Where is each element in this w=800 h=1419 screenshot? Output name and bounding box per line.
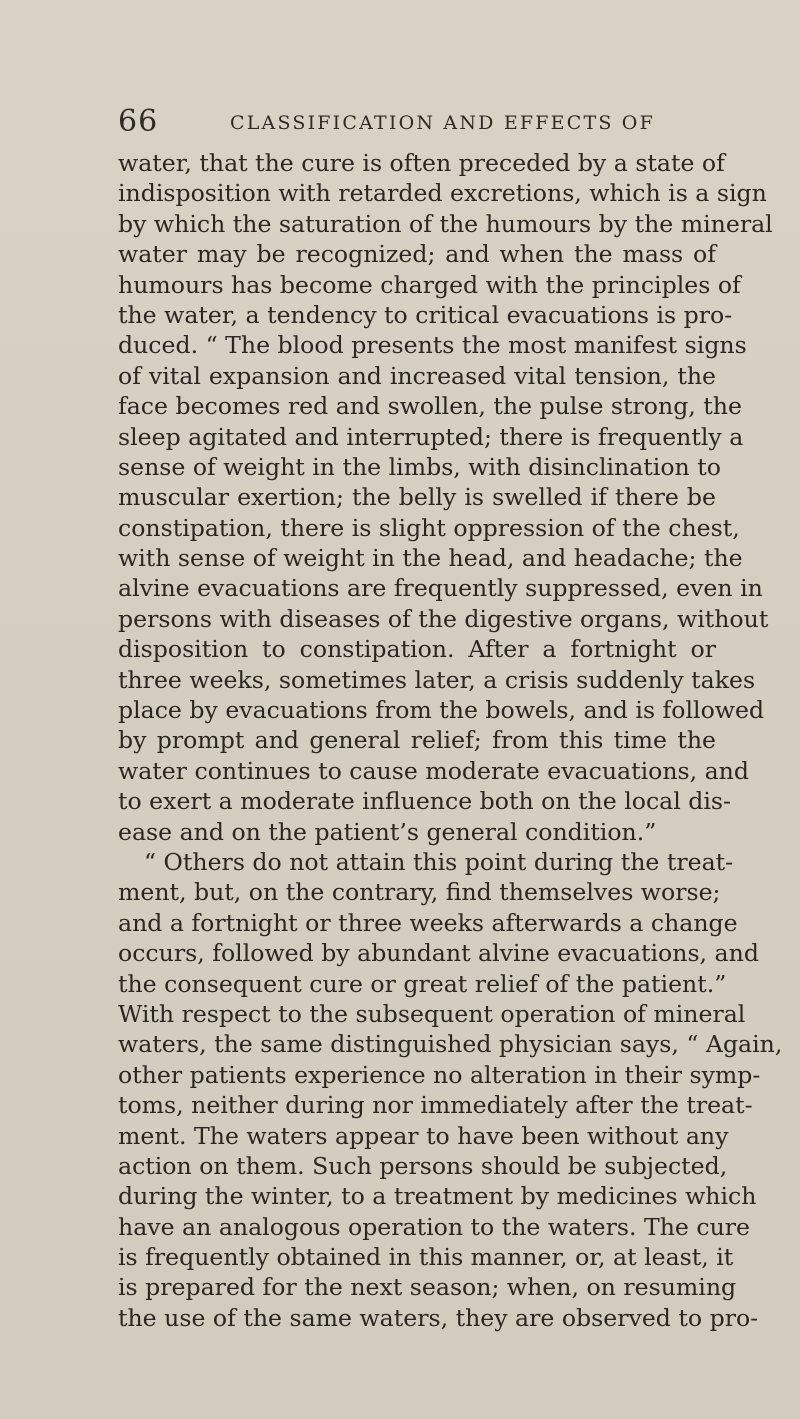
text-line: face becomes red and swollen, the pulse strong, the [118,392,742,421]
text-line: the use of the same waters, they are observed to pro- [118,1303,759,1332]
text-line: occurs, followed by abundant alvine evacuations, and [118,939,759,968]
running-head [118,104,716,148]
text-line: constipation, there is slight oppression of the chest, [118,513,740,542]
text-line: water continues to cause moderate evacuations, and [118,756,749,785]
paragraph-start-line: “ Others do not attain this point during the treat- [144,847,734,876]
text-line: disposition to constipation. After a fortnight or [118,635,716,664]
text-line: water may be recognized; and when the mass of [118,240,716,269]
paragraph-end-line: ease and on the patient’s general condition.” [118,817,657,846]
text-line: waters, the same distinguished physician says, “ Again, [118,1030,783,1059]
body-text [118,148,783,1333]
text-line: by which the saturation of the humours by the mineral [118,209,773,238]
text-line: other patients experience no alteration in their symp- [118,1060,761,1089]
text-line: sense of weight in the limbs, with disinclination to [118,452,721,481]
running-title: CLASSIFICATION AND EFFECTS OF [230,112,655,134]
text-line: of vital expansion and increased vital tension, the [118,361,716,390]
text-line: during the winter, to a treatment by medicines which [118,1182,757,1211]
text-line: to exert a moderate influence both on the local dis- [118,787,732,816]
text-line: have an analogous operation to the waters. The cure [118,1212,751,1241]
text-line: three weeks, sometimes later, a crisis suddenly takes [118,665,756,694]
text-line: duced. “ The blood presents the most manifest signs [118,331,747,360]
text-line: by prompt and general relief; from this time the [118,726,716,755]
text-line: is prepared for the next season; when, on resuming [118,1273,737,1302]
text-line: ment. The waters appear to have been without any [118,1121,729,1150]
text-line: indisposition with retarded excretions, which is a sign [118,179,767,208]
text-line: With respect to the subsequent operation of mineral [118,999,746,1028]
text-line: persons with diseases of the digestive organs, without [118,604,769,633]
text-line: place by evacuations from the bowels, and is followed [118,696,765,725]
text-line: alvine evacuations are frequently suppressed, even in [118,574,763,603]
text-line: with sense of weight in the head, and headache; the [118,544,743,573]
text-line: muscular exertion; the belly is swelled if there be [118,483,716,512]
text-line: humours has become charged with the principles of [118,270,741,299]
text-line: toms, neither during nor immediately after the treat- [118,1091,753,1120]
text-line: is frequently obtained in this manner, or, at least, it [118,1243,734,1272]
text-line: ment, but, on the contrary, find themselves worse; [118,878,721,907]
text-line: sleep agitated and interrupted; there is frequently a [118,422,744,451]
text-line: water, that the cure is often preceded by a state of [118,149,725,177]
page-number: 66 [118,104,159,139]
text-line: and a fortnight or three weeks afterwards a change [118,908,738,937]
text-line: the water, a tendency to critical evacuations is pro- [118,300,733,329]
text-line: the consequent cure or great relief of the patient.” [118,969,727,998]
text-line: action on them. Such persons should be subjected, [118,1151,728,1180]
